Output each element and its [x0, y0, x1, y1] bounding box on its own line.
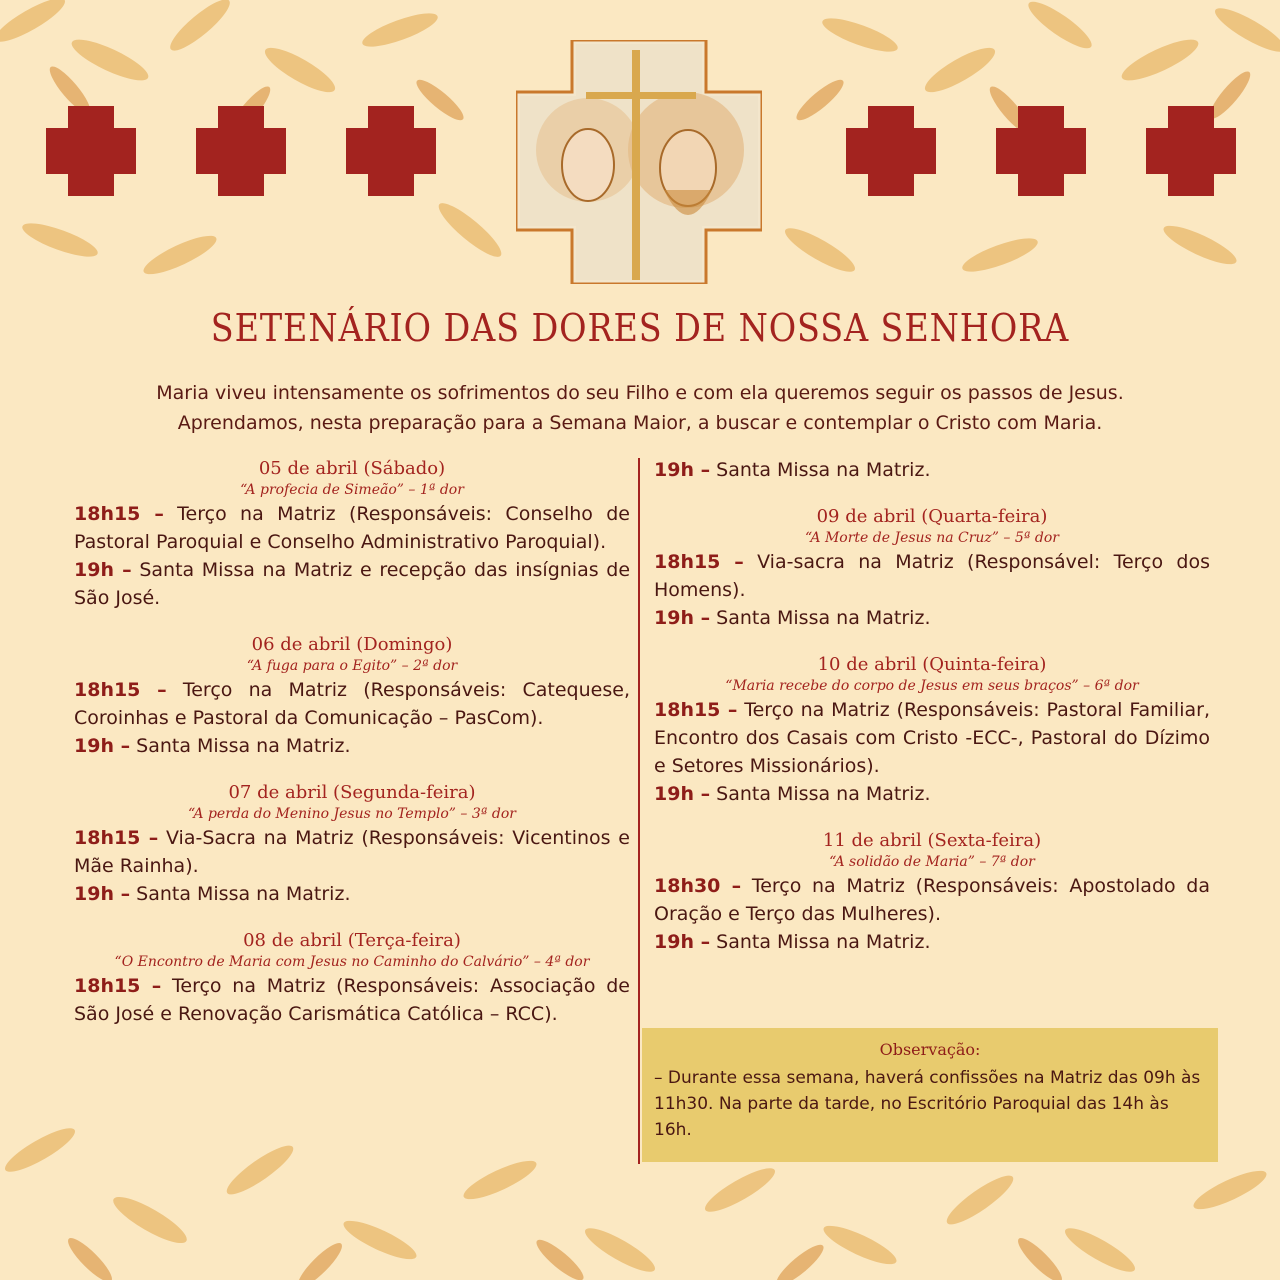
intro-line: Maria viveu intensamente os sofrimentos do seu Filho e com ela queremos seguir os passos de Jesus. — [156, 382, 1124, 404]
schedule-event — [74, 556, 630, 612]
cross-icon — [346, 106, 436, 196]
day-header — [654, 654, 1210, 696]
day-date: 09 de abril (Quarta-feira) — [816, 506, 1048, 527]
event-time: 18h15 – — [654, 699, 738, 721]
day-sorrow: “A fuga para o Egito” – 2ª dor — [246, 658, 458, 674]
observation-title: Observação: — [879, 1040, 981, 1059]
day-header — [74, 782, 630, 824]
day-sorrow: “O Encontro de Maria com Jesus no Caminho do Calvário” – 4ª dor — [114, 954, 590, 970]
day-date: 05 de abril (Sábado) — [258, 458, 446, 479]
event-text: Terço na Matriz (Responsáveis: Apostolado da Oração e Terço das Mulheres). — [654, 875, 1210, 925]
event-text: Via-sacra na Matriz (Responsável: Terço dos Homens). — [654, 551, 1210, 601]
day-sorrow: “A Morte de Jesus na Cruz” – 5ª dor — [805, 530, 1059, 546]
event-time: 18h15 – — [74, 503, 164, 525]
event-time: 19h – — [654, 783, 711, 805]
event-text: Santa Missa na Matriz. — [130, 735, 351, 757]
day-header — [654, 830, 1210, 872]
schedule-event — [654, 696, 1210, 780]
day-header — [654, 506, 1210, 548]
schedule-left-column — [74, 458, 630, 1028]
event-text: Santa Missa na Matriz. — [710, 459, 931, 481]
day-sorrow: “A perda do Menino Jesus no Templo” – 3ª dor — [188, 806, 516, 822]
event-text: Terço na Matriz (Responsáveis: Conselho de Pastoral Paroquial e Conselho Administrativo Paroquial). — [74, 503, 630, 553]
event-time: 18h15 – — [654, 551, 744, 573]
day-date: 10 de abril (Quinta-feira) — [817, 654, 1047, 675]
event-time: 18h15 – — [74, 679, 167, 701]
day-header — [74, 458, 630, 500]
page-title: SETENÁRIO DAS DORES DE NOSSA SENHORA — [210, 306, 1070, 350]
intro-text — [0, 378, 1280, 438]
cross-icon — [996, 106, 1086, 196]
day-sorrow: “A profecia de Simeão” – 1ª dor — [240, 482, 464, 498]
schedule-event — [74, 824, 630, 880]
schedule-event — [654, 604, 1210, 632]
event-text: Santa Missa na Matriz. — [710, 783, 931, 805]
event-text: Santa Missa na Matriz e recepção das insígnias de São José. — [74, 559, 631, 609]
schedule-event — [654, 456, 1210, 484]
event-time: 19h – — [654, 459, 711, 481]
event-text: Terço na Matriz (Responsáveis: Associação de São José e Renovação Carismática Católica – RCC). — [74, 975, 630, 1025]
day-date: 07 de abril (Segunda-feira) — [228, 782, 476, 803]
day-header — [74, 634, 630, 676]
event-text: Santa Missa na Matriz. — [710, 931, 931, 953]
schedule-event — [74, 880, 630, 908]
day-sorrow: “Maria recebe do corpo de Jesus em seus braços” – 6ª dor — [725, 678, 1139, 694]
day-date: 06 de abril (Domingo) — [251, 634, 453, 655]
column-divider — [638, 458, 640, 1164]
event-time: 19h – — [654, 931, 711, 953]
event-text: Via-Sacra na Matriz (Responsáveis: Vicentinos e Mãe Rainha). — [74, 827, 630, 877]
intro-line: Aprendamos, nesta preparação para a Semana Maior, a buscar e contemplar o Cristo com Maria. — [177, 412, 1103, 434]
schedule-event — [74, 676, 630, 732]
observation-box — [642, 1028, 1218, 1162]
schedule-event — [74, 732, 630, 760]
event-time: 19h – — [74, 559, 132, 581]
day-date: 11 de abril (Sexta-feira) — [822, 830, 1042, 851]
day-date: 08 de abril (Terça-feira) — [243, 930, 461, 951]
schedule-event — [74, 972, 630, 1028]
event-text: Terço na Matriz (Responsáveis: Catequese, Coroinhas e Pastoral da Comunicação – PasCom). — [74, 679, 630, 729]
event-text: Santa Missa na Matriz. — [710, 607, 931, 629]
schedule-event — [654, 780, 1210, 808]
event-time: 18h30 – — [654, 875, 742, 897]
event-time: 19h – — [654, 607, 711, 629]
event-time: 18h15 – — [74, 975, 162, 997]
schedule-right-column — [654, 456, 1210, 956]
event-time: 18h15 – — [74, 827, 159, 849]
observation-text: – Durante essa semana, haverá confissões na Matriz das 09h às 11h30. Na parte da tarde, no Escritório Paroquial das 14h às 16h. — [654, 1068, 1201, 1140]
day-header — [74, 930, 630, 972]
cross-icon — [1146, 106, 1236, 196]
schedule-event — [74, 500, 630, 556]
schedule-event — [654, 872, 1210, 928]
schedule-event — [654, 548, 1210, 604]
event-text: Santa Missa na Matriz. — [130, 883, 351, 905]
cross-icon — [46, 106, 136, 196]
event-text: Terço na Matriz (Responsáveis: Pastoral Familiar, Encontro dos Casais com Cristo -ECC-, Pastoral do Dízimo e Setores Missionários). — [654, 699, 1210, 777]
cross-icon — [196, 106, 286, 196]
mary-and-jesus-cross-icon — [516, 40, 762, 284]
event-time: 19h – — [74, 735, 131, 757]
event-time: 19h – — [74, 883, 131, 905]
schedule-event — [654, 928, 1210, 956]
cross-icon — [846, 106, 936, 196]
day-sorrow: “A solidão de Maria” – 7ª dor — [829, 854, 1035, 870]
